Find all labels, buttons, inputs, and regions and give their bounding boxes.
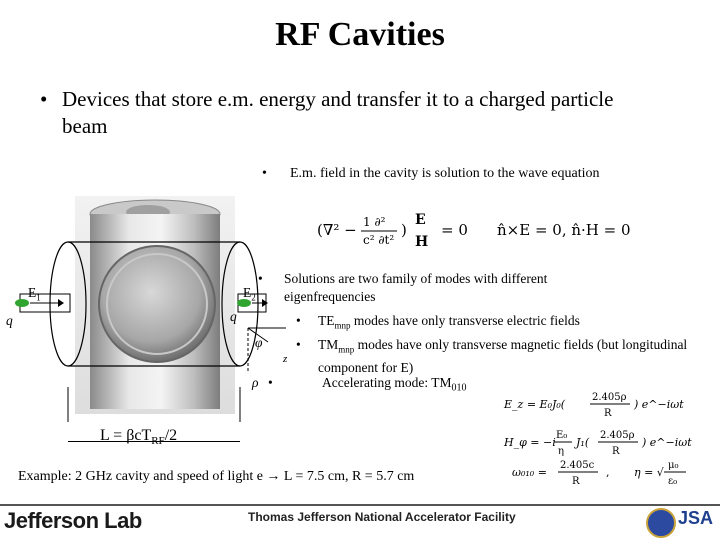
ez-frac-top: 2.405ρ <box>592 392 627 403</box>
slide-title: RF Cavities <box>275 16 445 53</box>
omega-left: ω₀₁₀ = <box>512 466 547 479</box>
jsa-logo: JSA <box>678 508 714 528</box>
wave-equation <box>305 202 655 254</box>
eta-frac-top: μ₀ <box>668 460 679 471</box>
hphi-eq-left: H_φ = −i <box>504 436 556 449</box>
cavity-disk <box>99 246 215 362</box>
length-label: L = βcT$_{RF}$/2 <box>100 427 178 448</box>
accel-bullet-dot: • <box>268 375 273 390</box>
z-label: z <box>283 353 288 365</box>
hphi-frac2-top: 2.405ρ <box>600 430 635 441</box>
e2-label: $E_2$ <box>243 285 256 303</box>
field-bullet-dot: • <box>262 166 267 181</box>
main-bullet <box>40 86 622 140</box>
solutions-text: Solutions are two family of modes with different eigenfrequencies <box>284 271 548 304</box>
field-arrowhead-left <box>58 299 64 307</box>
wave-eq-frac-top: 1 ∂² <box>363 215 386 229</box>
wave-eq-zero: = 0 <box>441 221 468 239</box>
particle-left <box>15 299 29 307</box>
q2-label: q <box>230 309 237 324</box>
q1-label: q <box>6 313 13 328</box>
solutions-bullet-dot: • <box>258 271 263 286</box>
omega-frac-bottom: R <box>572 476 580 487</box>
ez-frac-bottom: R <box>604 408 612 419</box>
wave-equation-svg <box>305 202 655 254</box>
example-text: Example: 2 GHz cavity and speed of light e → L = 7.5 cm, R = 5.7 cm <box>18 469 415 484</box>
boundary-conditions: n̂×E = 0, n̂·H = 0 <box>497 221 631 239</box>
te-text: $TE_{mnp}$ modes have only transverse electric fields <box>318 313 580 331</box>
omega-frac-top: 2.405c <box>560 460 595 471</box>
wave-eq-text: (∇² − <box>317 221 357 239</box>
main-bullet-text: Devices that store e.m. energy and transfer it to a charged particle beam <box>62 87 614 138</box>
rho-label: ρ <box>252 375 259 390</box>
hphi-exp: ) e^−iωt <box>642 436 692 449</box>
wave-eq-frac-bottom: c² ∂t² <box>363 233 395 247</box>
hphi-frac1-top: E₀ <box>556 430 568 441</box>
ez-eq-left: E_z = E₀J₀( <box>504 398 566 411</box>
field-arrowhead-right <box>262 299 268 307</box>
hphi-j1: J₁( <box>576 436 590 449</box>
omega-comma: , <box>606 466 610 479</box>
wave-eq-close: ) <box>401 221 407 239</box>
tm-text: $TM_{mnp}$ modes have only transverse magnetic fields (but longitudinal component for E) <box>318 337 688 375</box>
hphi-frac1-bottom: η <box>558 446 564 457</box>
doe-seal-icon <box>646 508 676 538</box>
ez-eq-right: ) e^−iωt <box>634 398 684 411</box>
hphi-frac2-bottom: R <box>612 446 620 457</box>
te-bullet-dot: • <box>296 313 301 328</box>
phi-label: φ <box>255 335 263 350</box>
tm-bullet-dot: • <box>296 337 301 352</box>
eta-frac-bottom: ε₀ <box>668 476 678 487</box>
eta-left: η = √ <box>634 466 664 479</box>
footer-divider <box>0 504 720 506</box>
bullet-dot: • <box>40 87 48 111</box>
footer-center-text: Thomas Jefferson National Accelerator Facility <box>248 510 516 524</box>
omega-eta-equation <box>508 452 708 492</box>
wave-eq-E: E <box>415 212 426 228</box>
e1-label: $E_1$ <box>28 285 41 303</box>
omega-svg <box>508 452 708 492</box>
accel-text: Accelerating mode: $TM_{010}$ <box>322 375 467 394</box>
jefferson-lab-logo: Jefferson Lab <box>4 508 142 533</box>
wave-eq-H: H <box>415 234 429 250</box>
field-bullet-text: E.m. field in the cavity is solution to the wave equation <box>290 166 600 181</box>
